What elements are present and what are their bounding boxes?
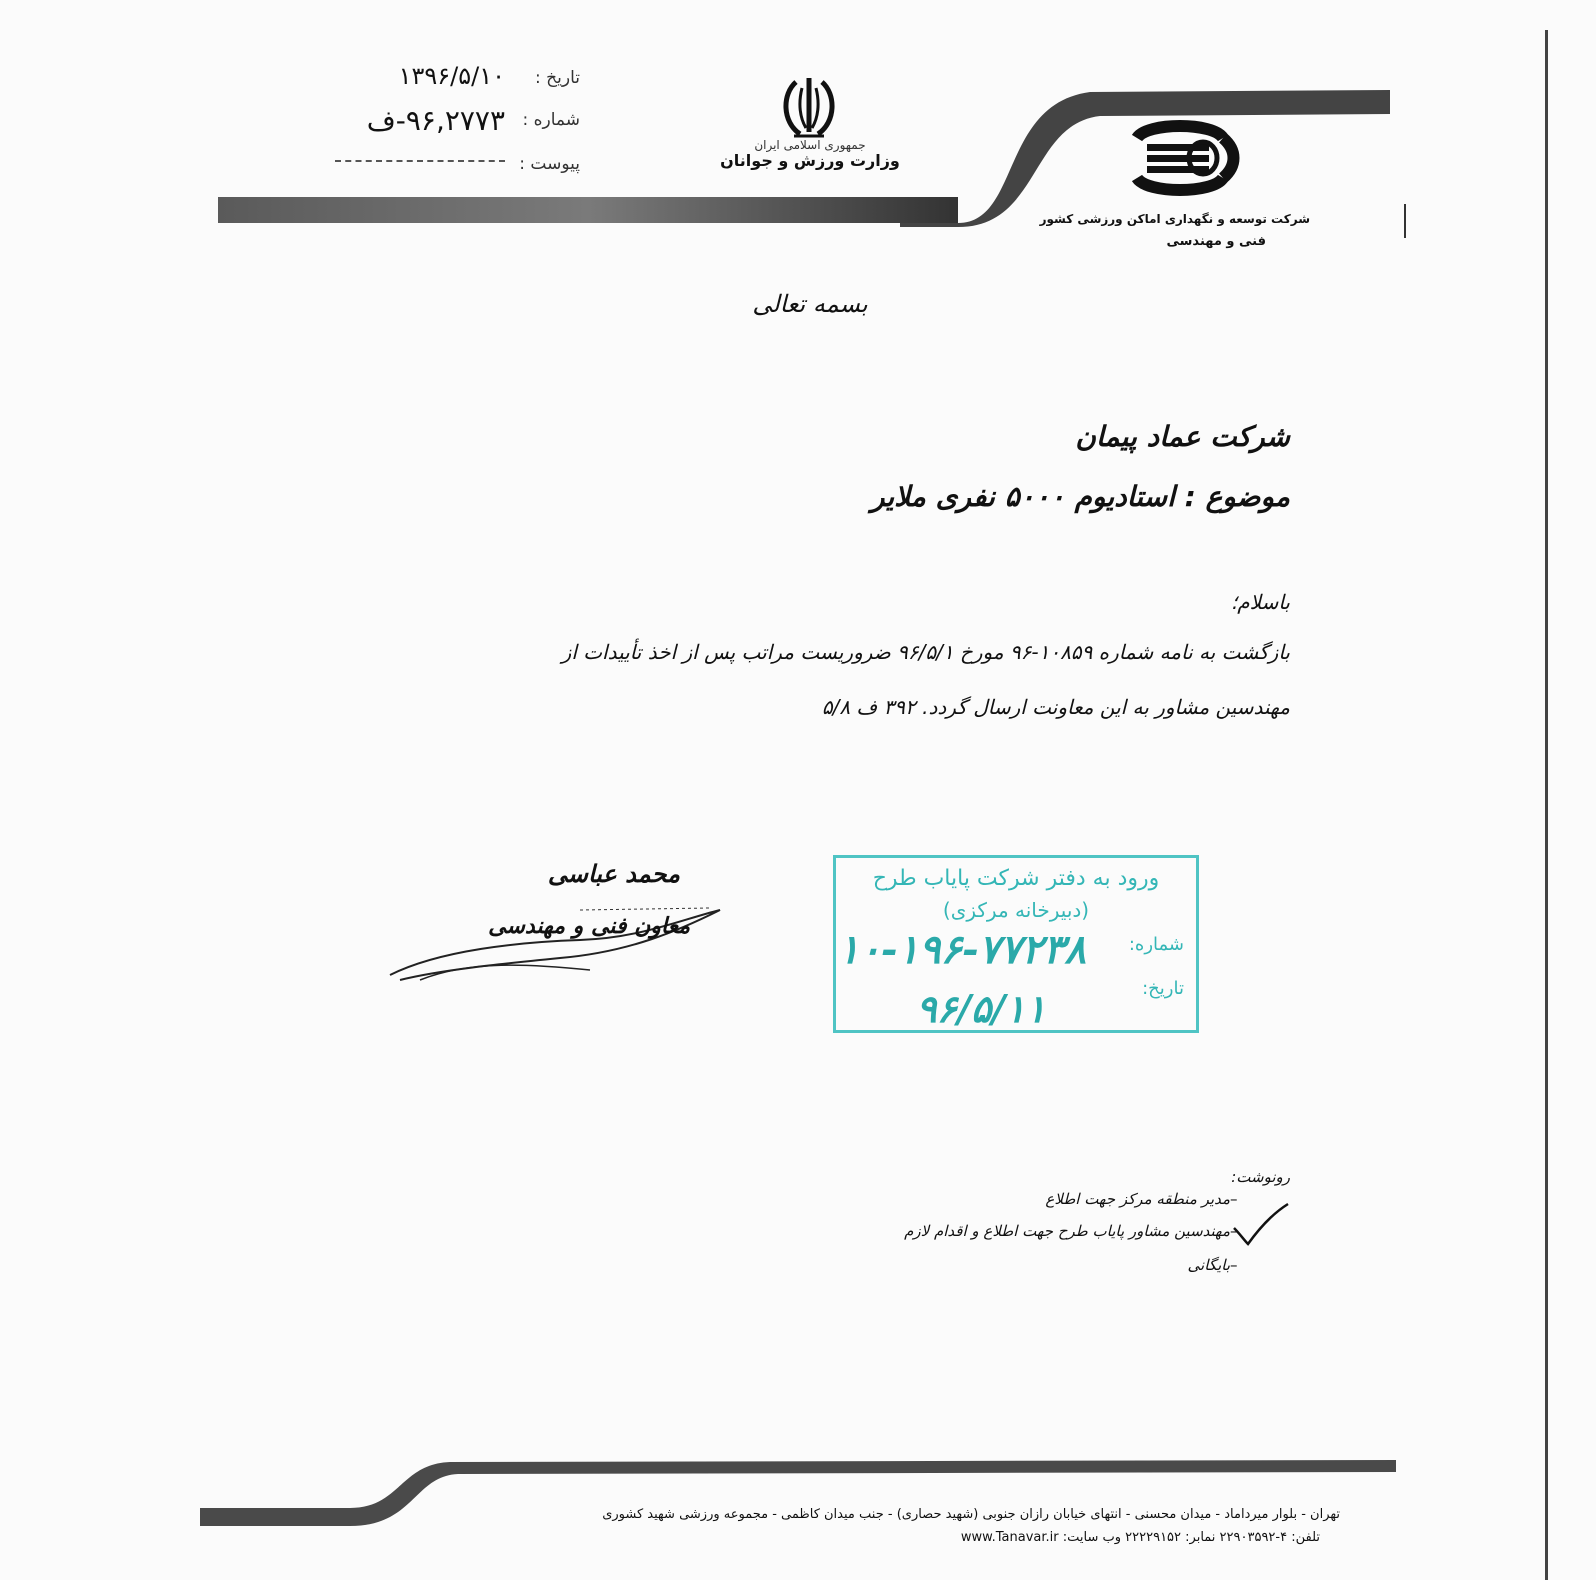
margin-mark: [1404, 204, 1406, 238]
number-label: شماره :: [522, 110, 580, 130]
date-value: ۱۳۹۶/۵/۱۰: [398, 62, 505, 90]
number-value: ۹۶,۲۷۷۳-ف: [366, 104, 505, 137]
date-label: تاریخ :: [535, 68, 580, 88]
footer-address: تهران - بلوار میرداماد - میدان محسنی - انتهای خیابان رازان جنوبی (شهید حصاری) - جنب میدان کاظمی - مجموعه ورزشی شهید کشوری: [602, 1507, 1340, 1522]
cc-bullet: –: [1230, 1222, 1238, 1240]
iran-emblem-icon: [778, 74, 840, 140]
cc-item: مدیر منطقه مرکز جهت اطلاع: [1045, 1190, 1230, 1208]
stamp-title: ورود به دفتر شرکت پایاب طرح: [872, 866, 1160, 891]
attachment-label: پیوست :: [519, 154, 580, 174]
cc-item: بایگانی: [1187, 1256, 1230, 1274]
signer-name: محمد عباسی: [547, 860, 680, 888]
page-edge: [1545, 30, 1548, 1580]
registry-stamp: [833, 855, 1199, 1033]
cc-bullet: –: [1230, 1190, 1238, 1208]
basmala: بسمه تعالی: [752, 290, 868, 318]
footer-contact: تلفن: ۴-۲۲۹۰۳۵۹۲ نمابر: ۲۲۲۲۹۱۵۲ وب سایت: www.Tanavar.ir: [960, 1530, 1320, 1545]
cc-bullet: –: [1230, 1256, 1238, 1274]
stamp-date-label: تاریخ:: [1142, 978, 1184, 999]
cc-item: مهندسین مشاور پایاب طرح جهت اطلاع و اقدام لازم: [904, 1222, 1230, 1240]
org-department: فنی و مهندسی: [1166, 234, 1266, 249]
stamp-number-label: شماره:: [1128, 934, 1184, 955]
ministry-text: وزارت ورزش و جوانان: [720, 151, 900, 170]
attachment-blank: [335, 160, 505, 162]
body-line-1: بازگشت به نامه شماره ۱۰۸۵۹-۹۶ مورخ ۹۶/۵/۱ ضروریست مراتب پس از اخذ تأییدات از: [561, 640, 1290, 664]
stamp-subtitle: (دبیرخانه مرکزی): [942, 898, 1090, 922]
org-name: شرکت توسعه و نگهداری اماکن ورزشی کشور: [1039, 212, 1310, 226]
checkmark-icon: [1232, 1200, 1292, 1250]
signer-title: معاون فنی و مهندسی: [488, 914, 690, 939]
cc-header: رونوشت:: [1231, 1168, 1290, 1186]
attachment-row: [250, 148, 580, 184]
date-row: [250, 62, 580, 98]
subject: موضوع : استادیوم ۵۰۰۰ نفری ملایر: [870, 480, 1290, 513]
stamp-date-value: ۹۶/۵/۱۱: [916, 986, 1046, 1031]
organization-logo-icon: [1117, 116, 1243, 200]
greeting: باسلام؛: [1230, 590, 1290, 614]
body-line-2: مهندسین مشاور به این معاونت ارسال گردد. ۳۹۲ ف ۵/۸: [821, 695, 1290, 719]
recipient: شرکت عماد پیمان: [1075, 420, 1290, 453]
number-row: [250, 104, 580, 140]
stamp-number-value: ۱۰-۱۹۶-۷۷۲۳۸: [837, 926, 1086, 973]
country-text: جمهوری اسلامی ایران: [754, 138, 866, 152]
